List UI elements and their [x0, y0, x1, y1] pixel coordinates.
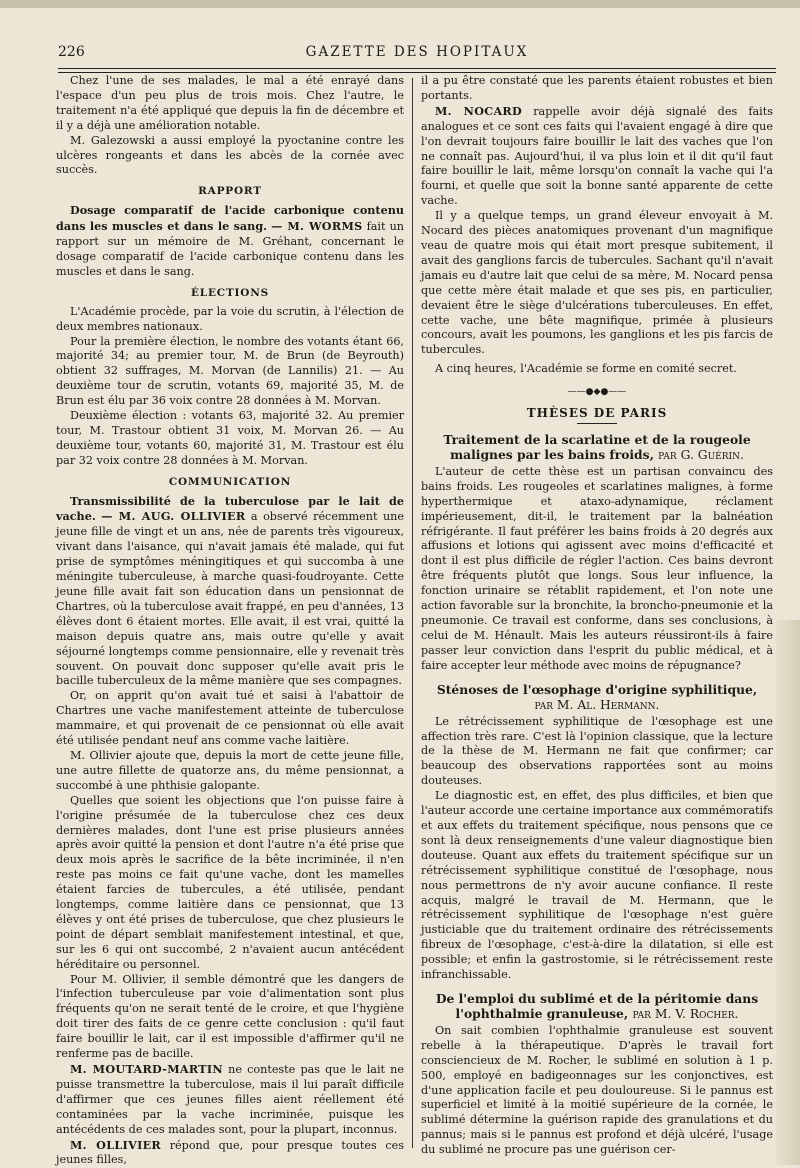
paragraph: Le rétrécissement syphilitique de l'œsophage est une affection très rare. C'est là l'opinion classique, que la lecture de la thèse de M. Hermann ne fait que confirmer; car beaucoup des observations rapportées sont au moins douteuses. [421, 714, 773, 788]
rapport-text: fait un rapport sur un mémoire de M. Gréhant, concernant le dosage comparatif de l'acide carbonique contenu dans les muscles et dans le sang. [56, 220, 404, 278]
scan-top-band [0, 0, 800, 8]
paragraph: A cinq heures, l'Académie se forme en comité secret. [435, 362, 737, 376]
paragraph: Quelles que soient les objections que l'on puisse faire à l'origine présumée de la tuberculose chez ces deux dernières malades, dont l'une est prise plusieurs années après avoir quitté la pension et dont l'autre n'a été prise que deux mois après le sacrifice de la bête incriminée, il n'en reste pas moins ce fait qu'une vache, dont les mamelles étaient farcies de tubercules, a été utilisée, pendant longtemps, comme laitière dans ce pensionnat, que 13 élèves y ont été prises de tuberculose, que chez plusieurs le point de départ semblait manifestement intestinal, et que, sur les 6 qui ont succombé, 2 n'avaient aucun antécédent héréditaire ou personnel. [56, 793, 404, 971]
page-number: 226 [58, 44, 85, 60]
thesis-title [421, 432, 773, 463]
paragraph: Il y a quelque temps, un grand éleveur envoyait à M. Nocard des pièces anatomiques provenant d'un magnifique veau de quatre mois qui était mort presque subitement, il avait des ganglions farcis de tubercules. Sachant qu'il n'avait jamais eu d'autre lait que celui de sa mère, M. Nocard pensa que cette mère était malade et que ses pis, en particulier, devaient être le siège d'ulcérations tuberculeuses. En effet, cette vache, une bête magnifique, primée à plusieurs concours, avait les poumons, les ganglions et les pis farcis de tubercules. [421, 209, 773, 357]
paragraph: Pour la première élection, le nombre des votants étant 66, majorité 34; au premier tour, M. de Brun (de Beyrouth) obtient 32 suffrages, M. Morvan (de Lannilis) 21. — Au deuxième tour de scrutin, votants 69, majorité 35, M. de Brun est élu par 36 voix contre 28 données à M. Morvan. [56, 334, 404, 408]
thesis-author: par M. V. Rocher. [632, 1006, 739, 1021]
speaker-name: M. MOUTARD-MARTIN [70, 1062, 223, 1076]
paragraph: Le diagnostic est, en effet, des plus difficiles, et bien que l'auteur accorde une certaine importance aux commémoratifs et aux effets du traitement spécifique, nous pensons que ce sont là deux renseignements d'une valeur diagnostique bien douteuse. Quant aux effets du traitement spécifique sur un rétrécissement syphilitique constitué de l'œsophage, nous nous permettrons de n'y avoir aucune confiance. Il reste acquis, malgré le travail de M. Hermann, que le rétrécissement syphilitique de l'œsophage n'est guère justiciable que du traitement ordinaire des rétrécissements fibreux de l'œsophage, c'est-à-dire la dilatation, si elle est possible; et enfin la gastrostomie, si le rétrécissement reste infranchissable. [421, 789, 773, 982]
rapport-title: Dosage comparatif de l'acide carbonique contenu dans les muscles et dans le sang. [56, 203, 404, 234]
paragraph: il a pu être constaté que les parents étaient robustes et bien portants. [421, 74, 773, 102]
page-header [58, 44, 776, 64]
paragraph-text: rappelle avoir déjà signalé des faits analogues et ce sont ces faits qui l'avaient engagé à dire que l'on devrait toujours faire bouillir le lait des vaches que l'on ne connaît pas. Aujourd'hui, il va plus loin et il dit qu'il faut faire bouillir le lait, même lorsqu'on connaît la vache qui l'a fourni, et quelle que soit la bonne santé apparente de cette vache. [421, 104, 773, 208]
left-column [56, 74, 404, 1168]
section-heading-theses: THÈSES DE PARIS [526, 406, 668, 421]
page-edge-shadow [776, 620, 800, 1165]
thesis-title [421, 991, 773, 1022]
paragraph: On sait combien l'ophthalmie granuleuse est souvent rebelle à la thérapeutique. D'après le travail fort consciencieux de M. Rocher, le sublimé en solution à 1 p. 500, employé en badigeonnages sur les conjonctives, est d'une application facile et peu douloureuse. Si le pannus est superficiel et limité à la moitié supérieure de la cornée, le sublimé détermine la guérison rapide des granulations et du pannus; mais si le pannus est profond et déjà ulcéré, l'usage du sublimé ne procure pas une guérison cer- [421, 1023, 773, 1157]
paragraph-text: ne conteste pas que le lait ne puisse transmettre la tuberculose, mais il lui paraît difficile d'affirmer que ces jeunes filles aient réellement été contaminées par la vache incriminée, puisque les antécédents de ces malades sont, pour la plupart, inconnus. [56, 1063, 404, 1136]
thesis-title-text: De l'emploi du sublimé et de la péritomie dans l'ophthalmie granuleuse, [435, 990, 759, 1021]
communication-title: Transmissibilité de la tuberculose par le lait de vache. [56, 493, 404, 524]
paragraph-text: répond que, pour presque toutes ces jeunes filles, [56, 1138, 404, 1167]
thesis-title-text: Sténoses de l'œsophage d'origine syphilitique, [436, 681, 758, 697]
paragraph: L'auteur de cette thèse est un partisan convaincu des bains froids. Les rougeoles et scarlatines malignes, à forme hyperthermique et ataxo-adynamique, réclament impérieusement, dit-il, le traitement par la balnéation réfrigérante. Il faut préférer les bains froids à 20 degrés aux affusions et lotions qui agissent avec moins d'efficacité et dont il est plus difficile de régler l'action. Ces bains devront être fréquents plutôt que longs. Sous leur influence, la fonction urinaire se rétablit rapidement, et l'on note une action favorable sur la bronchite, la broncho-pneumonie et la pneumonie. Ce travail est conforme, dans ses conclusions, à celui de M. Hénault. Mais les auteurs réussiront-ils à faire passer leur conviction dans l'esprit du public médical, et à faire accepter leur méthode avec moins de répugnance? [421, 464, 773, 672]
paragraph: Pour M. Ollivier, il semble démontré que les dangers de l'infection tuberculeuse par voie d'alimentation sont plus fréquents qu'on ne serait tenté de le croire, et que l'hygiène doit tirer des faits de ce genre cette conclusion : qu'il faut faire bouillir le lait, car il est impossible d'affirmer qu'il ne renferme pas de bacille. [56, 972, 404, 1061]
paragraph [56, 1062, 404, 1138]
speaker-name: M. OLLIVIER [70, 1137, 162, 1152]
rapport-paragraph [56, 203, 404, 280]
section-heading-communication: COMMUNICATION [168, 475, 292, 488]
thesis-title [421, 682, 773, 713]
paragraph: Chez l'une de ses malades, le mal a été enrayé dans l'espace d'un peu plus de trois mois. Chez l'autre, le traitement n'a été appliqué que depuis la fin de décembre et il y a déjà une amélioration notable. [56, 74, 404, 132]
paragraph [421, 104, 773, 209]
ornament-divider: ——●◆●—— [567, 387, 627, 398]
journal-title: GAZETTE DES HOPITAUX [305, 44, 529, 60]
paragraph: M. Ollivier ajoute que, depuis la mort de cette jeune fille, une autre fillette de quatorze ans, du même pensionnat, a succombé à une phthisie galopante. [56, 748, 404, 792]
speaker-name: M. NOCARD [435, 103, 523, 118]
rapport-author: — M. WORMS [271, 219, 363, 234]
thesis-author: par M. Al. Hermann. [534, 697, 660, 712]
thesis-title-text: Traitement de la scarlatine et de la rougeole malignes par les bains froids, [443, 431, 751, 462]
header-double-rule [58, 68, 776, 73]
paragraph: Or, on apprit qu'on avait tué et saisi à l'abattoir de Chartres une vache manifestement atteinte de tuberculose mammaire, et qui provenait de ce pensionnat où elle avait été utilisée pendant neuf ans comme vache laitière. [56, 689, 404, 748]
section-heading-rapport: RAPPORT [198, 185, 262, 198]
paragraph: L'Académie procède, par la voie du scrutin, à l'élection de deux membres nationaux. [56, 304, 404, 333]
communication-text: a observé récemment une jeune fille de vingt et un ans, née de parents très vigoureux, vivant dans l'aisance, qui n'avait jamais été malade, qui fut prise de symptômes méningitiques et qui succomba à une méningite tuberculeuse, à marche quasi-foudroyante. Cette jeune fille avait fait son éducation dans un pensionnat de Chartres, où la tuberculose avait frappé, en peu d'années, 13 élèves dont 6 étaient mortes. Elle avait, il est vrai, quitté la maison depuis quatre ans, mais outre qu'elle y avait séjourné longtemps comme pensionnaire, elle y revenait très souvent. On pouvait donc supposer qu'elle avait pris le bacille tuberculeux de la même manière que ses compagnes. [56, 510, 405, 688]
paragraph [56, 1138, 404, 1168]
short-rule [577, 423, 617, 424]
communication-author: — M. AUG. OLLIVIER [101, 509, 246, 524]
communication-paragraph [56, 494, 404, 690]
paragraph: Deuxième élection : votants 63, majorité 32. Au premier tour, M. Trastour obtient 31 voix, M. Morvan 26. — Au deuxième tour, votants 60, majorité 31, M. Trastour est élu par 32 voix contre 28 données à M. Morvan. [56, 409, 404, 467]
thesis-author: par G. Guérin. [658, 447, 744, 462]
paragraph: M. Galezowski a aussi employé la pyoctanine contre les ulcères rongeants et dans les abcès de la cornée avec succès. [56, 133, 404, 177]
column-divider [412, 78, 413, 1148]
right-column [421, 74, 773, 1158]
section-heading-elections: ÉLECTIONS [191, 286, 269, 299]
